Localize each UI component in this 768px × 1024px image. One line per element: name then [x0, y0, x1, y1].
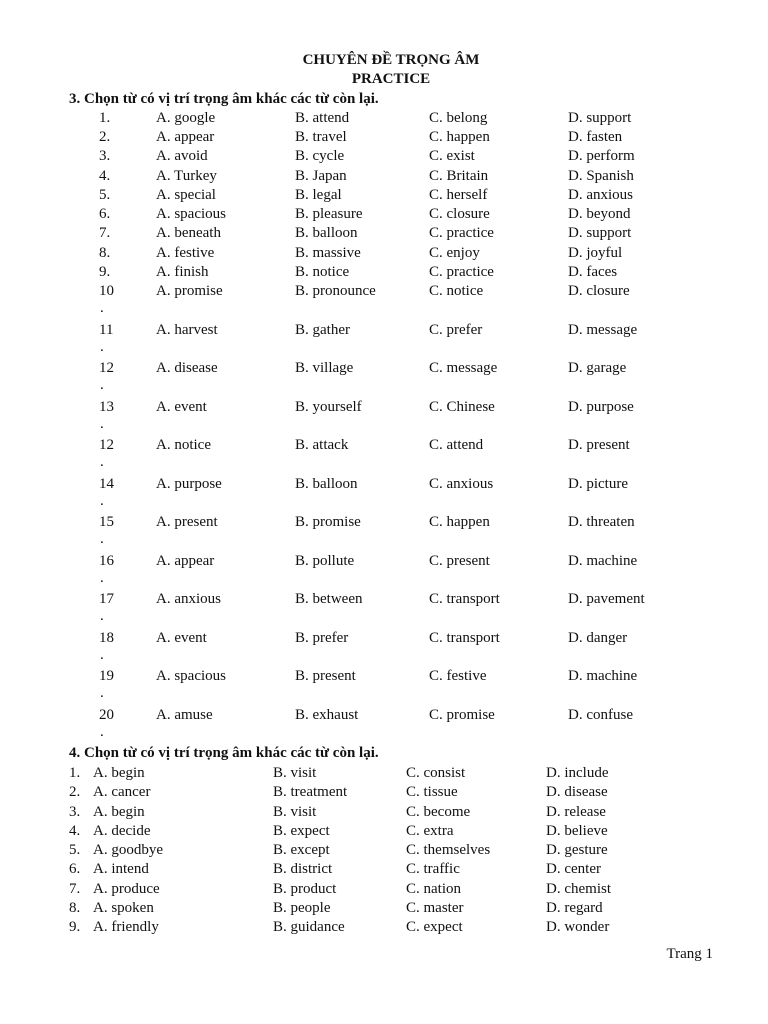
option-b: B. pleasure — [295, 206, 363, 222]
option-b: B. balloon — [295, 225, 358, 241]
option-d: D. message — [568, 322, 638, 338]
option-b: B. visit — [273, 765, 317, 781]
wrapped-period: . — [100, 570, 104, 586]
question-row — [0, 552, 768, 571]
question-row — [0, 860, 768, 879]
option-b: B. pronounce — [295, 283, 376, 299]
option-d: D. release — [546, 803, 606, 820]
question-number: 4. — [99, 168, 111, 184]
option-b: B. attend — [295, 110, 350, 126]
option-b: B. Japan — [295, 168, 347, 184]
option-a: A. friendly — [93, 919, 159, 935]
option-a: A. beneath — [156, 225, 221, 241]
question-number: 8. — [69, 899, 81, 916]
option-d: D. center — [546, 861, 601, 878]
option-a: A. anxious — [156, 591, 221, 607]
question-number: 10 — [99, 283, 114, 299]
option-a: A. decide — [93, 822, 151, 839]
option-b: B. attack — [295, 437, 349, 453]
question-number: 12 — [99, 437, 114, 453]
option-a: A. avoid — [156, 148, 208, 164]
question-row — [0, 282, 768, 301]
question-number: 5. — [99, 187, 111, 203]
option-d: D. purpose — [568, 399, 634, 415]
option-b: B. cycle — [295, 148, 345, 164]
option-c: C. tissue — [406, 784, 458, 801]
question-number: 13 — [99, 399, 114, 415]
option-a: A. begin — [93, 803, 145, 820]
option-c: C. message — [429, 360, 498, 376]
option-a: A. finish — [156, 264, 209, 280]
option-b: B. visit — [273, 803, 317, 820]
option-c: C. present — [429, 553, 490, 569]
option-c: C. transport — [429, 630, 500, 646]
option-c: C. attend — [429, 437, 484, 453]
question-row — [0, 359, 768, 378]
option-b: B. notice — [295, 264, 350, 280]
question-number: 1. — [69, 765, 81, 781]
option-b: B. legal — [295, 187, 342, 203]
option-a: A. present — [156, 514, 218, 530]
option-b: B. district — [273, 861, 333, 878]
option-b: B. promise — [295, 514, 361, 530]
question-number: 3. — [99, 148, 111, 164]
option-b: B. product — [273, 880, 337, 897]
question-number: 19 — [99, 668, 114, 684]
question-row — [0, 475, 768, 494]
question-number: 9. — [69, 919, 81, 935]
question-row — [0, 880, 768, 899]
option-a: A. google — [156, 110, 216, 126]
option-c: C. happen — [429, 514, 490, 530]
option-b: B. massive — [295, 245, 361, 261]
wrapped-period: . — [100, 647, 104, 663]
wrapped-period: . — [100, 300, 104, 316]
option-c: C. expect — [406, 919, 463, 935]
question-row — [0, 167, 768, 186]
question-number: 5. — [69, 842, 81, 858]
option-d: D. Spanish — [568, 168, 634, 184]
question-row — [0, 436, 768, 455]
option-c: C. themselves — [406, 842, 491, 858]
option-d: D. anxious — [568, 187, 633, 203]
option-d: D. disease — [546, 784, 608, 801]
option-c: C. exist — [429, 148, 475, 164]
question-number: 16 — [99, 553, 114, 569]
question-row — [0, 841, 768, 860]
question-number: 15 — [99, 514, 114, 530]
question-row — [0, 244, 768, 263]
question-number: 7. — [69, 880, 81, 897]
option-c: C. extra — [406, 822, 454, 839]
question-row — [0, 822, 768, 841]
option-b: B. prefer — [295, 630, 349, 646]
question-row — [0, 803, 768, 822]
wrapped-period: . — [100, 493, 104, 509]
question-row — [0, 128, 768, 147]
option-a: A. Turkey — [156, 168, 217, 184]
option-c: C. prefer — [429, 322, 483, 338]
wrapped-period: . — [100, 416, 104, 432]
option-d: D. confuse — [568, 707, 633, 723]
wrapped-period: . — [100, 724, 104, 740]
page-number: Trang 1 — [666, 946, 713, 962]
option-c: C. practice — [429, 225, 494, 241]
option-d: D. machine — [568, 553, 638, 569]
question-row — [0, 667, 768, 686]
option-b: B. between — [295, 591, 363, 607]
option-d: D. danger — [568, 630, 628, 646]
question-number: 6. — [69, 861, 81, 878]
option-b: B. present — [295, 668, 356, 684]
option-d: D. beyond — [568, 206, 631, 222]
option-b: B. travel — [295, 129, 347, 145]
option-d: D. support — [568, 110, 632, 126]
option-d: D. chemist — [546, 880, 611, 897]
option-c: C. anxious — [429, 476, 494, 492]
option-d: D. present — [568, 437, 630, 453]
option-d: D. faces — [568, 264, 618, 280]
option-c: C. traffic — [406, 861, 460, 878]
option-d: D. closure — [568, 283, 630, 299]
option-a: A. event — [156, 630, 207, 646]
option-a: A. produce — [93, 880, 160, 897]
option-b: B. treatment — [273, 784, 348, 801]
option-a: A. appear — [156, 553, 215, 569]
question-number: 12 — [99, 360, 114, 376]
option-d: D. believe — [546, 822, 608, 839]
option-d: D. joyful — [568, 245, 623, 261]
question-number: 3. — [69, 803, 81, 820]
option-c: C. become — [406, 803, 471, 820]
section-4-heading: 4. Chọn từ có vị trí trọng âm khác các từ còn lại. — [69, 745, 379, 761]
option-d: D. threaten — [568, 514, 635, 530]
wrapped-period: . — [100, 377, 104, 393]
option-b: B. except — [273, 842, 330, 858]
option-c: C. herself — [429, 187, 488, 203]
question-number: 7. — [99, 225, 111, 241]
wrapped-period: . — [100, 685, 104, 701]
option-a: A. goodbye — [93, 842, 163, 858]
option-c: C. transport — [429, 591, 500, 607]
option-a: A. amuse — [156, 707, 213, 723]
option-a: A. harvest — [156, 322, 218, 338]
option-c: C. Chinese — [429, 399, 495, 415]
option-a: A. purpose — [156, 476, 222, 492]
question-row — [0, 918, 768, 937]
option-c: C. enjoy — [429, 245, 480, 261]
option-c: C. festive — [429, 668, 487, 684]
question-row — [0, 263, 768, 282]
option-a: A. promise — [156, 283, 223, 299]
option-b: B. exhaust — [295, 707, 359, 723]
document-subtitle: PRACTICE — [351, 71, 431, 87]
option-c: C. master — [406, 899, 464, 916]
option-d: D. support — [568, 225, 632, 241]
question-row — [0, 398, 768, 417]
question-row — [0, 764, 768, 783]
option-a: A. spacious — [156, 206, 226, 222]
option-d: D. garage — [568, 360, 627, 376]
option-c: C. nation — [406, 880, 461, 897]
question-row — [0, 513, 768, 532]
wrapped-period: . — [100, 339, 104, 355]
question-row — [0, 590, 768, 609]
option-a: A. spacious — [156, 668, 226, 684]
option-d: D. machine — [568, 668, 638, 684]
question-number: 1. — [99, 110, 111, 126]
option-c: C. practice — [429, 264, 494, 280]
option-a: A. special — [156, 187, 216, 203]
option-c: C. belong — [429, 110, 488, 126]
option-c: C. consist — [406, 765, 466, 781]
question-number: 20 — [99, 707, 114, 723]
question-row — [0, 783, 768, 802]
section-3-heading: 3. Chọn từ có vị trí trọng âm khác các từ còn lại. — [69, 91, 379, 107]
question-number: 11 — [99, 322, 114, 338]
wrapped-period: . — [100, 608, 104, 624]
option-a: A. begin — [93, 765, 145, 781]
option-b: B. village — [295, 360, 354, 376]
question-row — [0, 629, 768, 648]
option-a: A. disease — [156, 360, 218, 376]
option-b: B. expect — [273, 822, 330, 839]
document-title: CHUYÊN ĐỀ TRỌNG ÂM — [302, 52, 480, 68]
question-number: 9. — [99, 264, 111, 280]
option-d: D. fasten — [568, 129, 623, 145]
option-d: D. include — [546, 765, 609, 781]
option-a: A. intend — [93, 861, 149, 878]
option-a: A. spoken — [93, 899, 154, 916]
wrapped-period: . — [100, 454, 104, 470]
question-row — [0, 321, 768, 340]
option-d: D. perform — [568, 148, 635, 164]
question-number: 6. — [99, 206, 111, 222]
question-row — [0, 109, 768, 128]
question-number: 2. — [99, 129, 111, 145]
option-c: C. Britain — [429, 168, 489, 184]
option-b: B. people — [273, 899, 331, 916]
option-c: C. closure — [429, 206, 490, 222]
option-b: B. gather — [295, 322, 350, 338]
option-a: A. cancer — [93, 784, 151, 801]
question-row — [0, 186, 768, 205]
question-number: 8. — [99, 245, 111, 261]
question-number: 2. — [69, 784, 81, 801]
question-row — [0, 224, 768, 243]
option-b: B. balloon — [295, 476, 358, 492]
question-number: 17 — [99, 591, 114, 607]
option-c: C. happen — [429, 129, 490, 145]
question-row — [0, 899, 768, 918]
option-c: C. promise — [429, 707, 495, 723]
option-c: C. notice — [429, 283, 484, 299]
question-number: 4. — [69, 822, 81, 839]
option-a: A. event — [156, 399, 207, 415]
option-b: B. pollute — [295, 553, 355, 569]
option-d: D. gesture — [546, 842, 608, 858]
option-b: B. guidance — [273, 919, 345, 935]
option-a: A. appear — [156, 129, 215, 145]
question-row — [0, 205, 768, 224]
question-number: 14 — [99, 476, 114, 492]
option-a: A. notice — [156, 437, 211, 453]
option-d: D. picture — [568, 476, 628, 492]
option-d: D. wonder — [546, 919, 610, 935]
wrapped-period: . — [100, 531, 104, 547]
option-a: A. festive — [156, 245, 215, 261]
option-d: D. regard — [546, 899, 603, 916]
option-b: B. yourself — [295, 399, 362, 415]
question-row — [0, 706, 768, 725]
option-d: D. pavement — [568, 591, 645, 607]
question-number: 18 — [99, 630, 114, 646]
question-row — [0, 147, 768, 166]
